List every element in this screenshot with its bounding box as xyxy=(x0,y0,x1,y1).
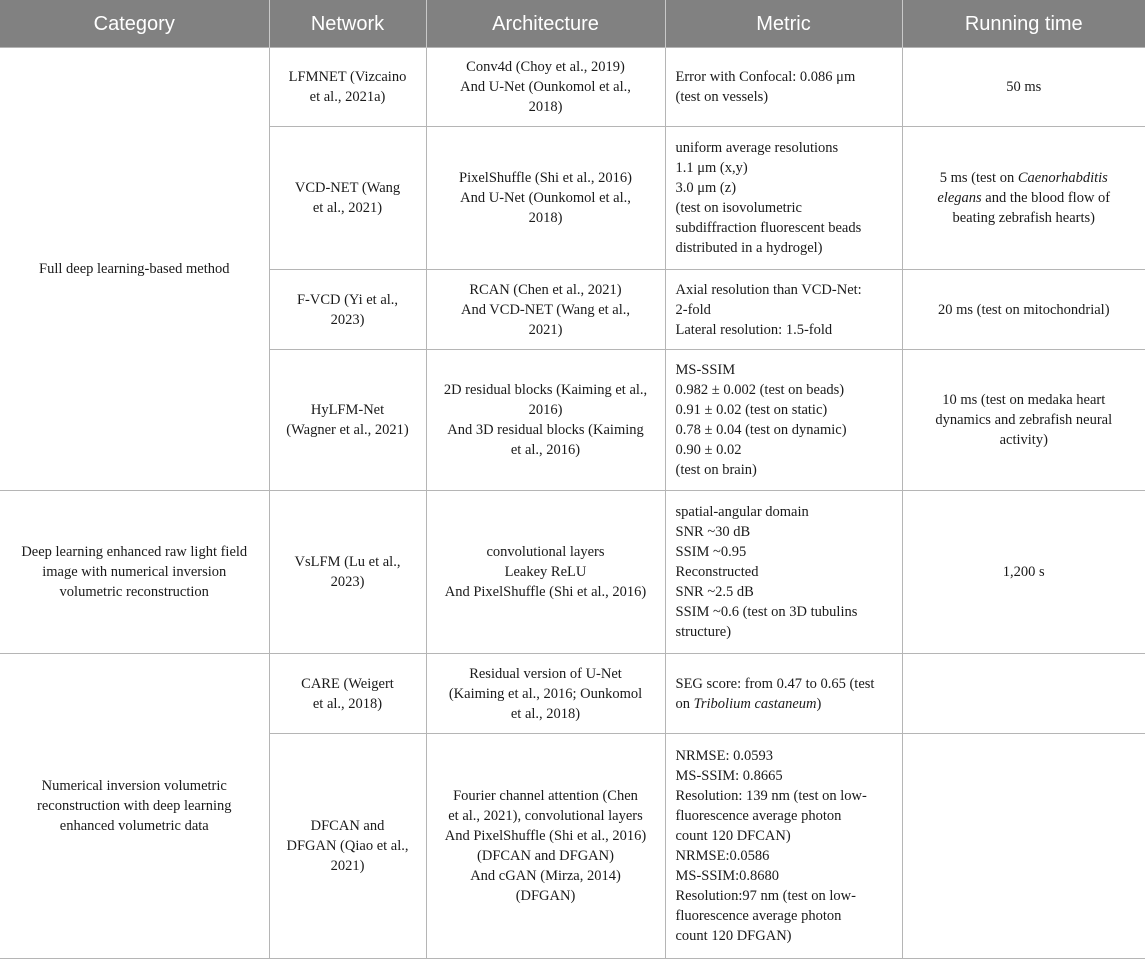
metric-cell: NRMSE: 0.0593 MS-SSIM: 0.8665 Resolution: 139 nm (test on low- fluorescence average photon count 120 DFCAN) NRMSE:0.0586 MS-SSIM:0.8680 Resolution:97 nm (test on low- fluorescence average photon count 120 DFGAN) xyxy=(665,734,902,959)
header-network: Network xyxy=(269,0,426,48)
network-cell: F-VCD (Yi et al., 2023) xyxy=(269,270,426,350)
architecture-cell: RCAN (Chen et al., 2021) And VCD-NET (Wang et al., 2021) xyxy=(426,270,665,350)
network-cell: CARE (Weigert et al., 2018) xyxy=(269,654,426,734)
category-text: Full deep learning-based method xyxy=(39,261,230,277)
running-time-cell xyxy=(902,734,1145,959)
header-running-time: Running time xyxy=(902,0,1145,48)
network-cell: HyLFM-Net (Wagner et al., 2021) xyxy=(269,350,426,491)
network-cell: VCD-NET (Wang et al., 2021) xyxy=(269,127,426,270)
species-name: Tribolium castaneum xyxy=(693,695,817,712)
running-time-cell: 1,200 s xyxy=(902,491,1145,654)
network-cell: LFMNET (Vizcaino et al., 2021a) xyxy=(269,48,426,127)
species-name: elegans xyxy=(937,190,982,206)
running-time-cell: 5 ms (test on Caenorhabditis elegans and the blood flow of beating zebrafish hearts) xyxy=(902,127,1145,270)
table-row xyxy=(0,491,1145,654)
running-time-cell xyxy=(902,654,1145,734)
category-cell: Numerical inversion volumetric reconstruction with deep learning enhanced volumetric data xyxy=(0,654,269,959)
table-row xyxy=(0,48,1145,127)
header-architecture: Architecture xyxy=(426,0,665,48)
header-metric: Metric xyxy=(665,0,902,48)
metric-cell: Axial resolution than VCD-Net: 2-fold Lateral resolution: 1.5-fold xyxy=(665,270,902,350)
architecture-cell: convolutional layers Leakey ReLU And PixelShuffle (Shi et al., 2016) xyxy=(426,491,665,654)
running-time-cell: 10 ms (test on medaka heart dynamics and zebrafish neural activity) xyxy=(902,350,1145,491)
metric-cell: SEG score: from 0.47 to 0.65 (test on Tribolium castaneum) xyxy=(665,654,902,734)
architecture-cell: Conv4d (Choy et al., 2019) And U-Net (Ounkomol et al., 2018) xyxy=(426,48,665,127)
metric-cell: MS-SSIM 0.982 ± 0.002 (test on beads) 0.91 ± 0.02 (test on static) 0.78 ± 0.04 (test on dynamic) 0.90 ± 0.02 (test on brain) xyxy=(665,350,902,491)
network-cell: VsLFM (Lu et al., 2023) xyxy=(269,491,426,654)
header-row xyxy=(0,0,1145,48)
category-cell xyxy=(0,48,269,491)
table-row xyxy=(0,654,1145,734)
architecture-cell: Residual version of U-Net (Kaiming et al., 2016; Ounkomol et al., 2018) xyxy=(426,654,665,734)
architecture-cell: PixelShuffle (Shi et al., 2016) And U-Net (Ounkomol et al., 2018) xyxy=(426,127,665,270)
metric-cell: Error with Confocal: 0.086 μm (test on vessels) xyxy=(665,48,902,127)
network-cell: DFCAN and DFGAN (Qiao et al., 2021) xyxy=(269,734,426,959)
species-name: Caenorhabditis xyxy=(1017,170,1108,186)
running-time-cell: 20 ms (test on mitochondrial) xyxy=(902,270,1145,350)
metric-cell: spatial-angular domain SNR ~30 dB SSIM ~0.95 Reconstructed SNR ~2.5 dB SSIM ~0.6 (test on 3D tubulins structure) xyxy=(665,491,902,654)
category-cell: Deep learning enhanced raw light field image with numerical inversion volumetric reconstruction xyxy=(0,491,269,654)
header-category: Category xyxy=(0,0,269,48)
architecture-cell: Fourier channel attention (Chen et al., 2021), convolutional layers And PixelShuffle (Shi et al., 2016) (DFCAN and DFGAN) And cGAN (Mirza, 2014) (DFGAN) xyxy=(426,734,665,959)
running-time-cell: 50 ms xyxy=(902,48,1145,127)
metric-cell: uniform average resolutions 1.1 μm (x,y) 3.0 μm (z) (test on isovolumetric subdiffraction fluorescent beads distributed in a hydrogel) xyxy=(665,127,902,270)
architecture-cell: 2D residual blocks (Kaiming et al., 2016) And 3D residual blocks (Kaiming et al., 2016) xyxy=(426,350,665,491)
